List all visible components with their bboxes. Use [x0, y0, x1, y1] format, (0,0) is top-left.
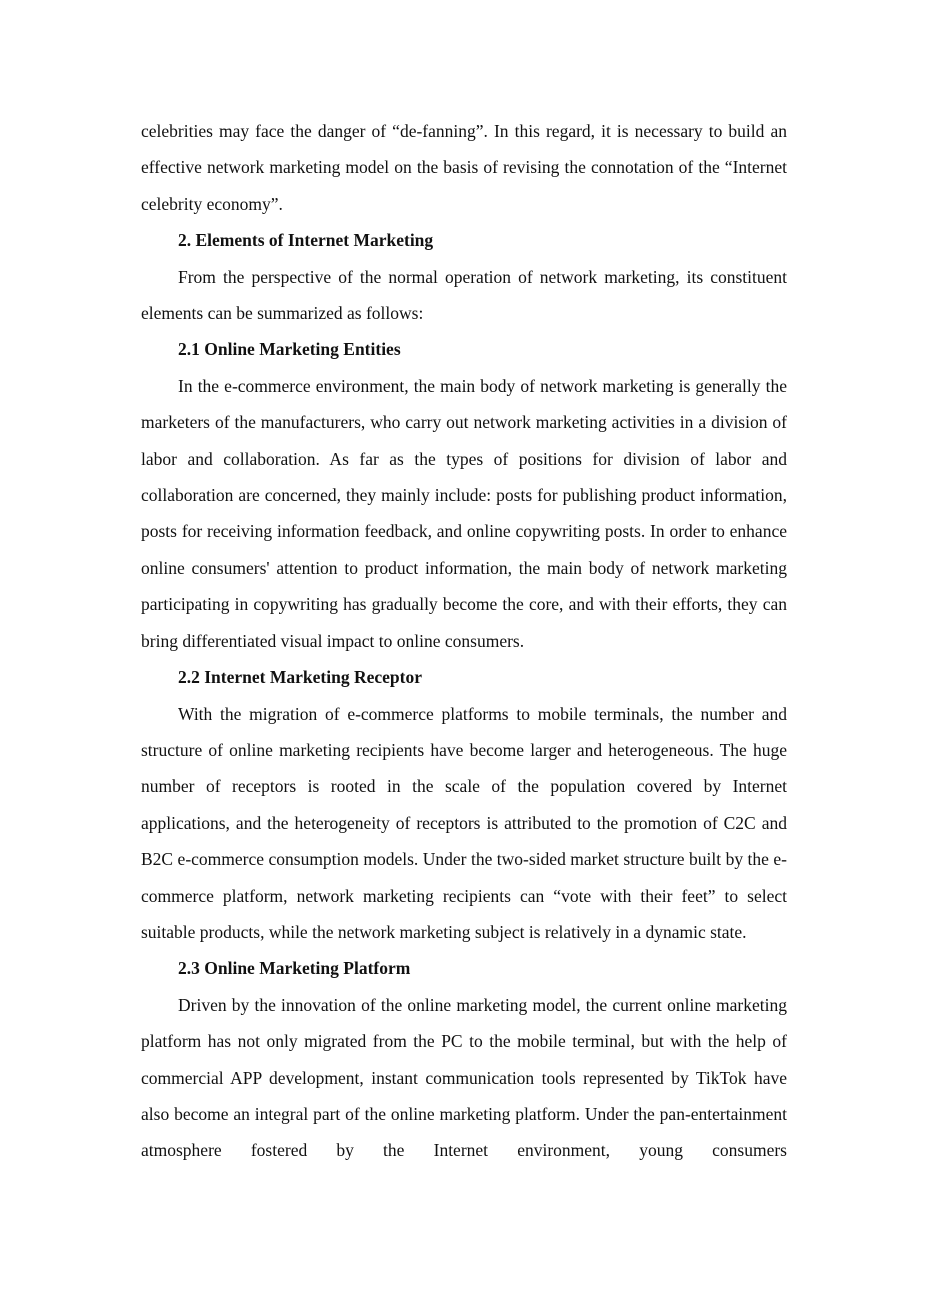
subsection-heading-entities: 2.1 Online Marketing Entities	[178, 339, 401, 360]
section-heading-elements: 2. Elements of Internet Marketing	[178, 230, 434, 251]
paragraph-elements-intro: From the perspective of the normal operation of network marketing, its constituent elements can be summarized as follows:	[141, 266, 787, 324]
paragraph-entities: In the e-commerce environment, the main body of network marketing is generally the marketers of the manufacturers, who carry out network marketing activities in a division of labor and collaboration. As far as the types of positions for division of labor and collaboration are concerned, they mainly include: posts for publishing product information, posts for receiving information feedback, and online copywriting posts. In order to enhance online consumers' attention to product information, the main body of network marketing participating in copywriting has gradually become the core, and with their efforts, they can bring differentiated visual impact to online consumers.	[141, 375, 787, 651]
subsection-heading-receptor: 2.2 Internet Marketing Receptor	[178, 667, 422, 688]
subsection-heading-platform: 2.3 Online Marketing Platform	[178, 958, 411, 979]
document-page	[141, 113, 787, 1169]
paragraph-platform: Driven by the innovation of the online marketing model, the current online marketing platform has not only migrated from the PC to the mobile terminal, but with the help of commercial APP development, instant communication tools represented by TikTok have also become an integral part of the online marketing platform. Under the pan-entertainment atmosphere fostered by the Internet environment, young consumers	[141, 994, 787, 1161]
paragraph-continuation: celebrities may face the danger of “de-fanning”. In this regard, it is necessary to build an effective network marketing model on the basis of revising the connotation of the “Internet celebrity economy”.	[141, 121, 787, 214]
paragraph-receptor: With the migration of e-commerce platforms to mobile terminals, the number and structure of online marketing recipients have become larger and heterogeneous. The huge number of receptors is rooted in the scale of the population covered by Internet applications, and the heterogeneity of receptors is attributed to the promotion of C2C and B2C e-commerce consumption models. Under the two-sided market structure built by the e-commerce platform, network marketing recipients can “vote with their feet” to select suitable products, while the network marketing subject is relatively in a dynamic state.	[141, 703, 787, 942]
